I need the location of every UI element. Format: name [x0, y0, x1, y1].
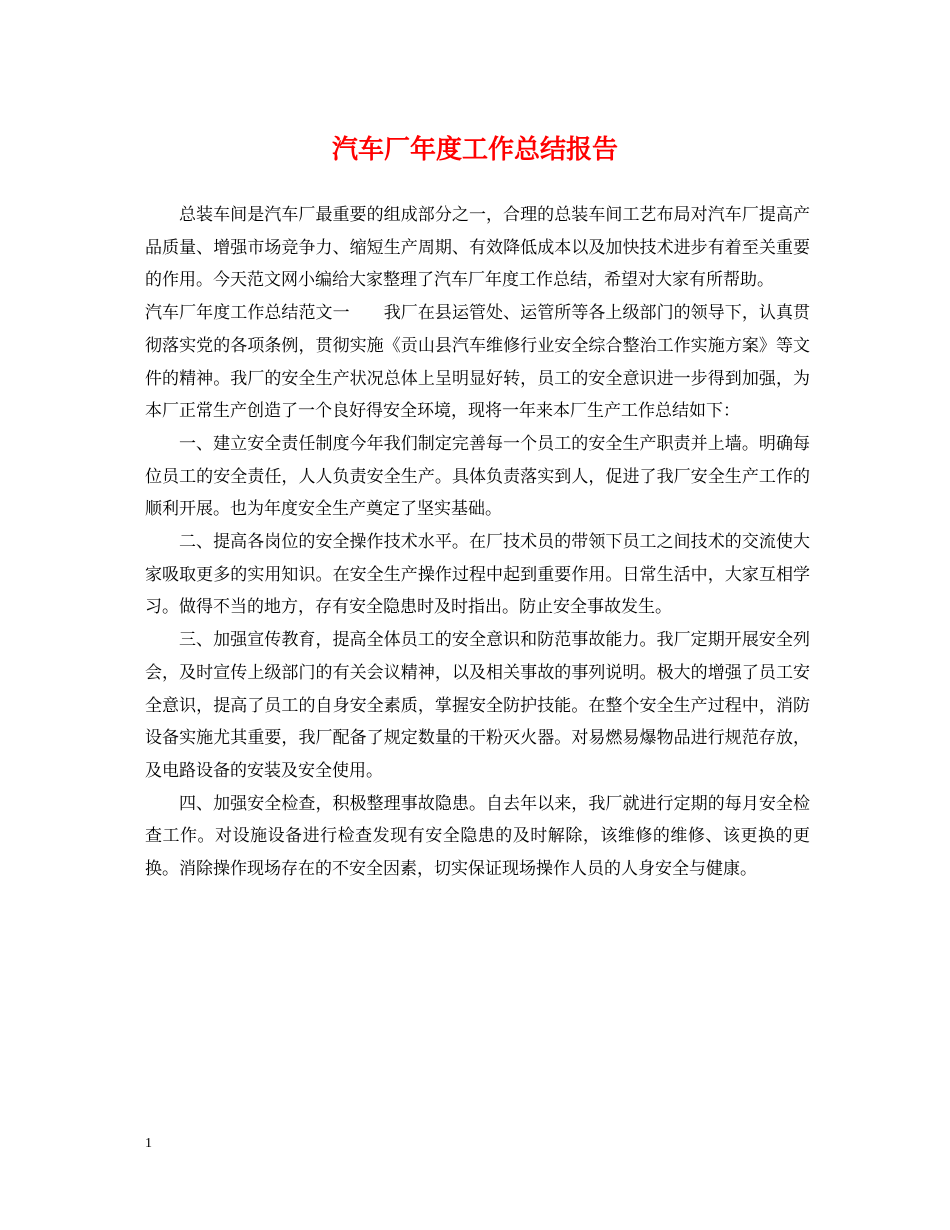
paragraph-item-one: 一、建立安全责任制度今年我们制定完善每一个员工的安全生产职责并上墙。明确每位员工的安全责任，人人负责安全生产。具体负责落实到人，促进了我厂安全生产工作的顺利开展。也为年度安全生产奠定了坚实基础。 — [145, 433, 810, 520]
document-title: 汽车厂年度工作总结报告 — [331, 135, 618, 165]
paragraph-item-four: 四、加强安全检查，积极整理事故隐患。自去年以来，我厂就进行定期的每月安全检查工作。对设施设备进行检查发现有安全隐患的及时解除，该维修的维修、该更换的更换。消除操作现场存在的不安全因素，切实保证现场操作人员的人身安全与健康。 — [145, 793, 810, 880]
paragraph-intro: 总装车间是汽车厂最重要的组成部分之一，合理的总装车间工艺布局对汽车厂提高产品质量、增强市场竞争力、缩短生产周期、有效降低成本以及加快技术进步有着至关重要的作用。今天范文网小编给大家整理了汽车厂年度工作总结，希望对大家有所帮助。 — [145, 205, 810, 291]
document-body — [145, 199, 810, 886]
paragraph-item-two: 二、提高各岗位的安全操作技术水平。在厂技术员的带领下员工之间技术的交流使大家吸取更多的实用知识。在安全生产操作过程中起到重要作用。日常生活中，大家互相学习。做得不当的地方，存有安全隐患时及时指出。防止安全事故发生。 — [145, 532, 810, 618]
paragraph-item-three: 三、加强宣传教育，提高全体员工的安全意识和防范事故能力。我厂定期开展安全列会，及时宣传上级部门的有关会议精神，以及相关事故的事列说明。极大的增强了员工安全意识，提高了员工的自身安全素质，掌握安全防护技能。在整个安全生产过程中，消防设备实施尤其重要，我厂配备了规定数量的干粉灭火器。对易燃易爆物品进行规范存放，及电路设备的安装及安全使用。 — [145, 630, 810, 781]
paragraph-sample-one: 汽车厂年度工作总结范文一 我厂在县运管处、运管所等各上级部门的领导下，认真贯彻落实党的各项条例，贯彻实施《贡山县汽车维修行业安全综合整治工作实施方案》等文件的精神。我厂的安全生产状况总体上呈明显好转，员工的安全意识进一步得到加强，为本厂正常生产创造了一个良好得安全环境，现将一年来本厂生产工作总结如下： — [145, 303, 810, 422]
page-number: 1 — [145, 1136, 152, 1151]
